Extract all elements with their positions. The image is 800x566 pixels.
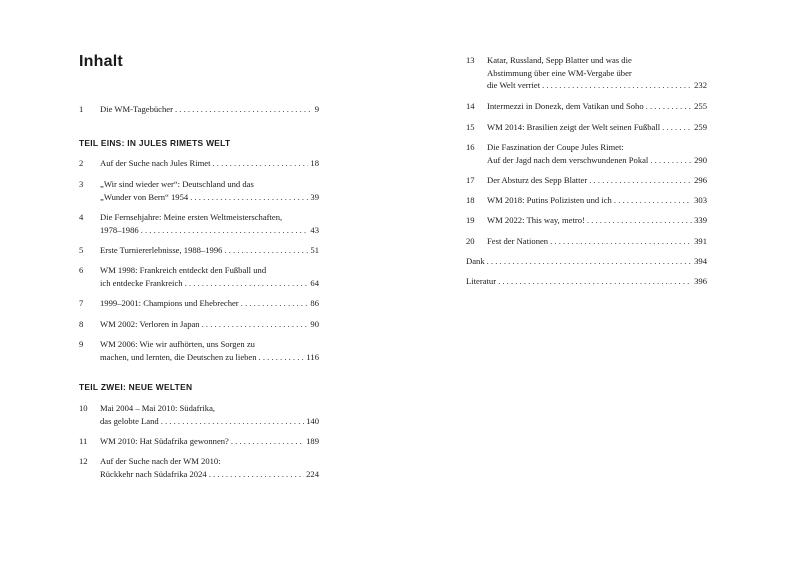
leader-dots (175, 103, 313, 116)
leader-dots (141, 224, 309, 237)
chapter-number: 2 (79, 158, 84, 168)
page-number: 189 (306, 436, 319, 446)
page-title: Inhalt (79, 53, 123, 70)
page-number: 396 (694, 276, 707, 286)
page-number: 290 (694, 154, 707, 165)
chapter-number: 16 (466, 142, 475, 152)
chapter-number: 13 (466, 55, 475, 65)
page-number: 232 (694, 80, 707, 90)
page-number: 43 (310, 224, 319, 235)
part-heading-1: TEIL EINS: IN JULES RIMETS WELT (79, 138, 231, 148)
part-heading-2: TEIL ZWEI: NEUE WELTEN (79, 382, 193, 392)
leader-dots (542, 79, 692, 92)
leader-dots (614, 194, 692, 207)
chapter-number: 15 (466, 122, 475, 132)
leader-dots (209, 468, 304, 481)
chapter-title: Die Faszination der Coupe Jules Rimet: (487, 142, 624, 152)
chapter-title: WM 2010: Hat Südafrika gewonnen? (100, 436, 229, 446)
page-number: 51 (310, 245, 319, 255)
leader-dots (185, 277, 309, 290)
page-number: 303 (694, 195, 707, 205)
chapter-number: 20 (466, 236, 475, 246)
chapter-title: die Welt verriet (487, 80, 541, 90)
chapter-title: Mai 2004 – Mai 2010: Südafrika, (100, 403, 216, 413)
page-number: 224 (306, 468, 319, 479)
chapter-title: WM 2018: Putins Polizisten und ich (487, 195, 612, 205)
leader-dots (224, 244, 308, 257)
chapter-title: WM 2014: Brasilien zeigt der Welt seinen Fußball (487, 122, 661, 132)
chapter-number: 9 (79, 339, 84, 349)
chapter-title: Literatur (466, 276, 497, 286)
chapter-number: 8 (79, 319, 84, 329)
leader-dots (498, 275, 692, 288)
chapter-title: Auf der Jagd nach dem verschwundenen Pokal (487, 154, 649, 165)
chapter-title: Intermezzi in Donezk, dem Vatikan und Soho (487, 101, 644, 111)
chapter-number: 10 (79, 403, 88, 413)
chapter-number: 3 (79, 179, 84, 189)
chapter-title: 1999–2001: Champions und Ehebrecher (100, 298, 239, 308)
page-number: 9 (314, 104, 319, 114)
chapter-title: „Wunder von Bern“ 1954 (100, 191, 189, 202)
leader-dots (550, 235, 692, 248)
leader-dots (487, 255, 692, 268)
chapter-number: 5 (79, 245, 84, 255)
leader-dots (650, 154, 692, 167)
page-number: 116 (306, 351, 319, 362)
chapter-number: 17 (466, 175, 475, 185)
leader-dots (587, 214, 692, 227)
chapter-number: 18 (466, 195, 475, 205)
chapter-number: 11 (79, 436, 88, 446)
page-number: 394 (694, 256, 707, 266)
chapter-title: 1978–1986 (100, 224, 139, 235)
chapter-title: Abstimmung über eine WM-Vergabe über (487, 67, 632, 78)
leader-dots (231, 435, 304, 448)
chapter-title: das gelobte Land (100, 415, 159, 426)
page-number: 255 (694, 101, 707, 111)
chapter-number: 1 (79, 104, 84, 114)
page-number: 90 (310, 319, 319, 329)
chapter-title: Rückkehr nach Südafrika 2024 (100, 468, 207, 479)
chapter-title: WM 2002: Verloren in Japan (100, 319, 200, 329)
leader-dots (259, 351, 305, 364)
chapter-title: Auf der Suche nach Jules Rimet (100, 158, 211, 168)
chapter-title: Erste Turniererlebnisse, 1988–1996 (100, 245, 223, 255)
page-number: 18 (310, 158, 319, 168)
chapter-title: WM 2006: Wie wir aufhörten, uns Sorgen zu (100, 339, 255, 349)
leader-dots (213, 157, 309, 170)
leader-dots (241, 297, 309, 310)
chapter-number: 14 (466, 101, 475, 111)
chapter-title: machen, und lernten, die Deutschen zu lieben (100, 351, 257, 362)
leader-dots (589, 174, 692, 187)
chapter-number: 19 (466, 215, 475, 225)
page-number: 140 (306, 415, 319, 426)
page-number: 86 (310, 298, 319, 308)
chapter-number: 7 (79, 298, 84, 308)
chapter-title: WM 1998: Frankreich entdeckt den Fußball und (100, 265, 267, 275)
leader-dots (161, 415, 304, 428)
leader-dots (646, 100, 692, 113)
leader-dots (190, 191, 308, 204)
leader-dots (662, 121, 692, 134)
chapter-title: Auf der Suche nach der WM 2010: (100, 456, 221, 466)
page-number: 39 (310, 191, 319, 202)
page-number: 391 (694, 236, 707, 246)
chapter-title: Fest der Nationen (487, 236, 549, 246)
leader-dots (202, 318, 309, 331)
chapter-number: 12 (79, 456, 88, 466)
chapter-title: WM 2022: This way, metro! (487, 215, 585, 225)
chapter-title: Die Fernsehjahre: Meine ersten Weltmeisterschaften, (100, 212, 283, 222)
chapter-title: Katar, Russland, Sepp Blatter und was die (487, 55, 632, 65)
chapter-title: Dank (466, 256, 485, 266)
chapter-number: 6 (79, 265, 84, 275)
chapter-title: „Wir sind wieder wer“: Deutschland und das (100, 179, 254, 189)
page-number: 259 (694, 122, 707, 132)
chapter-title: Der Absturz des Sepp Blatter (487, 175, 588, 185)
chapter-title: ich entdecke Frankreich (100, 277, 183, 288)
page-number: 296 (694, 175, 707, 185)
chapter-title: Die WM-Tagebücher (100, 104, 173, 114)
page-number: 339 (694, 215, 707, 225)
chapter-number: 4 (79, 212, 84, 222)
page-number: 64 (310, 277, 319, 288)
